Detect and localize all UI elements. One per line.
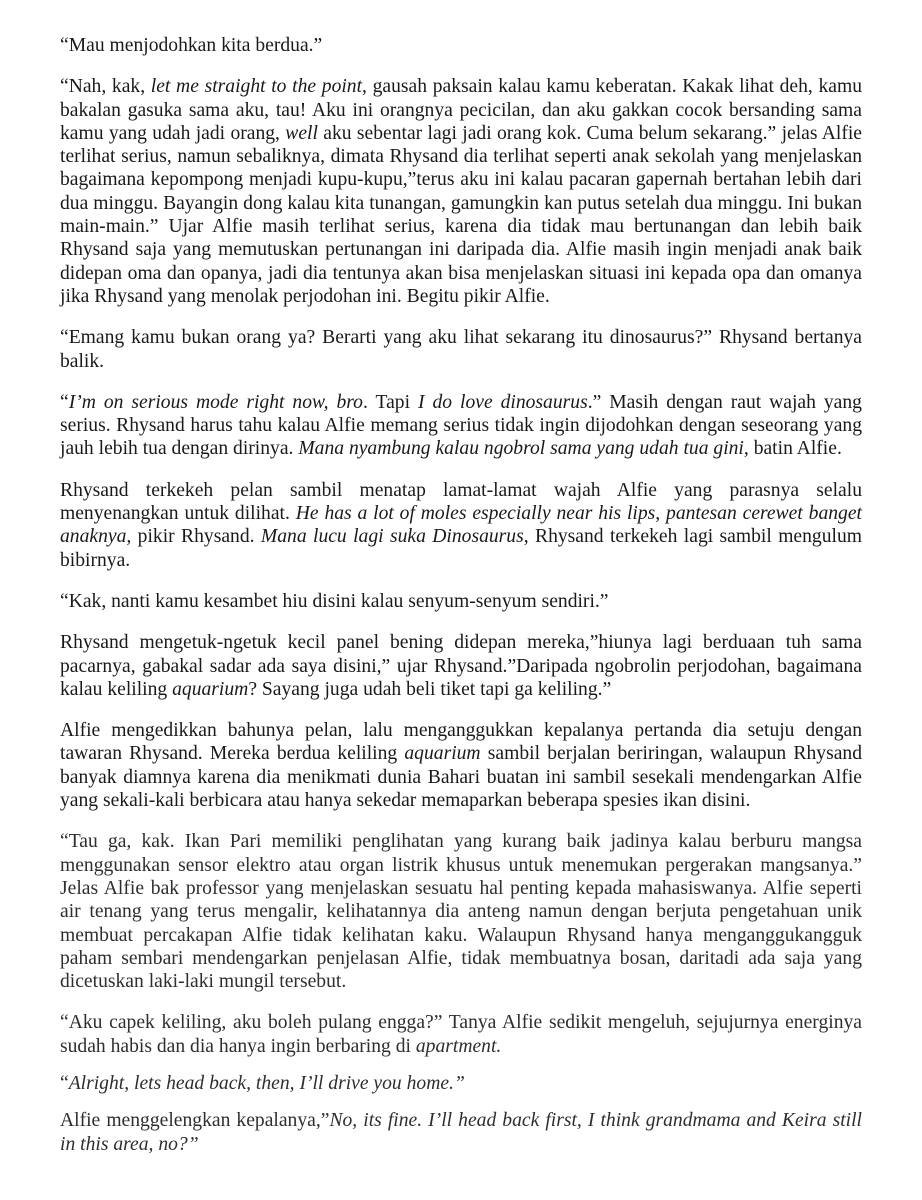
text-segment: .” Masih dengan raut wajah yang serius. Rhysand harus tahu kalau Alfie memang serius tidak ingin dijodohkan dengan seseorang yang jauh lebih tua dengan dirinya. (60, 391, 862, 460)
paragraph (60, 631, 862, 701)
text-segment: “ (60, 391, 69, 413)
text-segment: Alfie mengedikkan bahunya pelan, lalu menganggukkan kepalanya pertanda dia setuju dengan tawaran Rhysand. Mereka berdua keliling (60, 720, 862, 765)
text-segment: , gausah paksain kalau kamu keberatan. Kakak lihat deh, kamu bakalan gasuka sama aku, tau! Aku ini orangnya pecicilan, dan aku gakkan cocok bersanding sama kamu yang udah jadi orang, (60, 76, 862, 144)
text-segment: Rhysand mengetuk-ngetuk kecil panel bening didepan mereka,”hiunya lagi berduaan tuh sama pacarnya, gabakal sadar ada saya disini,” ujar Rhysand.”Daripada ngobrolin perjodohan, bagaimana kalau keliling (60, 632, 862, 700)
paragraph (60, 75, 862, 308)
italic-text: He has a lot of moles especially near his lips, pantesan cerewet banget anaknya, (60, 503, 862, 548)
italic-text: I do love dinosaurus (417, 391, 588, 413)
paragraph (60, 326, 862, 373)
italic-text: well (285, 122, 318, 144)
italic-text: lets head back, then, I’ll drive you home.” (134, 1072, 465, 1094)
text-segment: aku sebentar lagi jadi orang kok. Cuma belum sekarang.” jelas Alfie terlihat serius, namun sebaliknya, dimata Rhysand dia terlihat seperti anak sekolah yang menjelaskan bagaimana kepompong menjadi kupu-kupu,”terus aku ini kalau pacaran gapernah bertahan lebih dari dua minggu. Bayangin dong kalau kita tunangan, gamungkin kan putus setelah dua minggu. Ini bukan main-main.” Ujar Alfie masih terlihat serius, karena dia tidak mau bertunangan dan lebih baik Rhysand saja yang memutuskan pertunangan ini daripada dia. Alfie masih ingin menjadi anak baik didepan oma dan opanya, jadi dia tentunya akan bisa menjelaskan situasi ini kepada opa dan omanya jika Rhysand yang menolak perjodohan ini. Begitu pikir Alfie. (60, 122, 862, 307)
italic-text: Mana lucu lagi suka Dinosaurus (260, 526, 524, 548)
paragraph (60, 719, 862, 812)
italic-text: I’m on serious mode right now, bro (68, 391, 363, 413)
text-segment: “Aku capek keliling, aku boleh pulang engga?” Tanya Alfie sedikit mengeluh, sejujurnya energinya sudah habis dan dia hanya ingin berbaring di (60, 1012, 862, 1057)
text-segment: “Nah, kak, (60, 76, 151, 98)
italic-text: Mana nyambung kalau ngobrol sama yang udah tua gini (298, 438, 744, 460)
text-segment: “Kak, nanti kamu kesambet hiu disini kalau senyum-senyum sendiri.” (60, 590, 609, 612)
text-segment: . Tapi (362, 391, 418, 413)
italic-text: No, its fine. I’ll head back first, I think grandmama and Keira still in this area, no?” (60, 1110, 862, 1155)
italic-text: aquarium (404, 743, 481, 765)
paragraph (60, 34, 862, 57)
italic-text: aquarium (172, 678, 249, 700)
italic-text: apartment. (415, 1035, 502, 1057)
paragraph (60, 830, 862, 993)
text-segment: Alfie menggelengkan kepalanya,” (60, 1110, 330, 1132)
paragraph (60, 1072, 862, 1095)
text-segment: “ (60, 1072, 69, 1094)
document-page (60, 34, 862, 1170)
text-segment: pikir Rhysand. (131, 526, 261, 548)
italic-text: Alright (68, 1072, 125, 1094)
text-segment: “Mau menjodohkan kita berdua.” (60, 35, 323, 56)
paragraph (60, 1109, 862, 1156)
paragraph (60, 391, 862, 461)
paragraph (60, 590, 862, 613)
italic-text: let me straight to the point (150, 76, 363, 98)
text-segment: , Rhysand terkekeh lagi sambil mengulum bibirnya. (60, 526, 862, 571)
text-segment: ? Sayang juga udah beli tiket tapi ga keliling.” (248, 678, 612, 700)
text-segment: “Emang kamu bukan orang ya? Berarti yang aku lihat sekarang itu dinosaurus?” Rhysand bertanya balik. (60, 327, 862, 372)
paragraph (60, 479, 862, 572)
text-segment: , (124, 1072, 135, 1094)
text-segment: Rhysand terkekeh pelan sambil menatap lamat-lamat wajah Alfie yang parasnya selalu menyenangkan untuk dilihat. (60, 479, 862, 525)
paragraph (60, 1011, 862, 1058)
text-segment: sambil berjalan beriringan, walaupun Rhysand banyak diamnya karena dia menikmati dunia Bahari buatan ini sambil sesekali mendengarkan Alfie yang sekali-kali berbicara atau hanya sekedar memaparkan beberapa spesies ikan disini. (60, 743, 862, 812)
text-segment: , batin Alfie. (743, 438, 842, 460)
text-segment: “Tau ga, kak. Ikan Pari memiliki penglihatan yang kurang baik jadinya kalau berburu mangsa menggunakan sensor elektro atau organ listrik khusus untuk menemukan pergerakan mangsanya.” Jelas Alfie bak professor yang menjelaskan sesuatu hal penting kepada mahasiswanya. Alfie seperti air tenang yang terus mengalir, kelihatannya dia anteng namun dengan berjuta pengetahuan unik membuat percakapan Alfie tidak kelihatan kaku. Walaupun Rhysand hanya menganggukangguk paham sembari mendengarkan penjelasan Alfie, tidak membuatnya bosan, daritadi ada saja yang dicetuskan laki-laki mungil tersebut. (60, 831, 862, 993)
